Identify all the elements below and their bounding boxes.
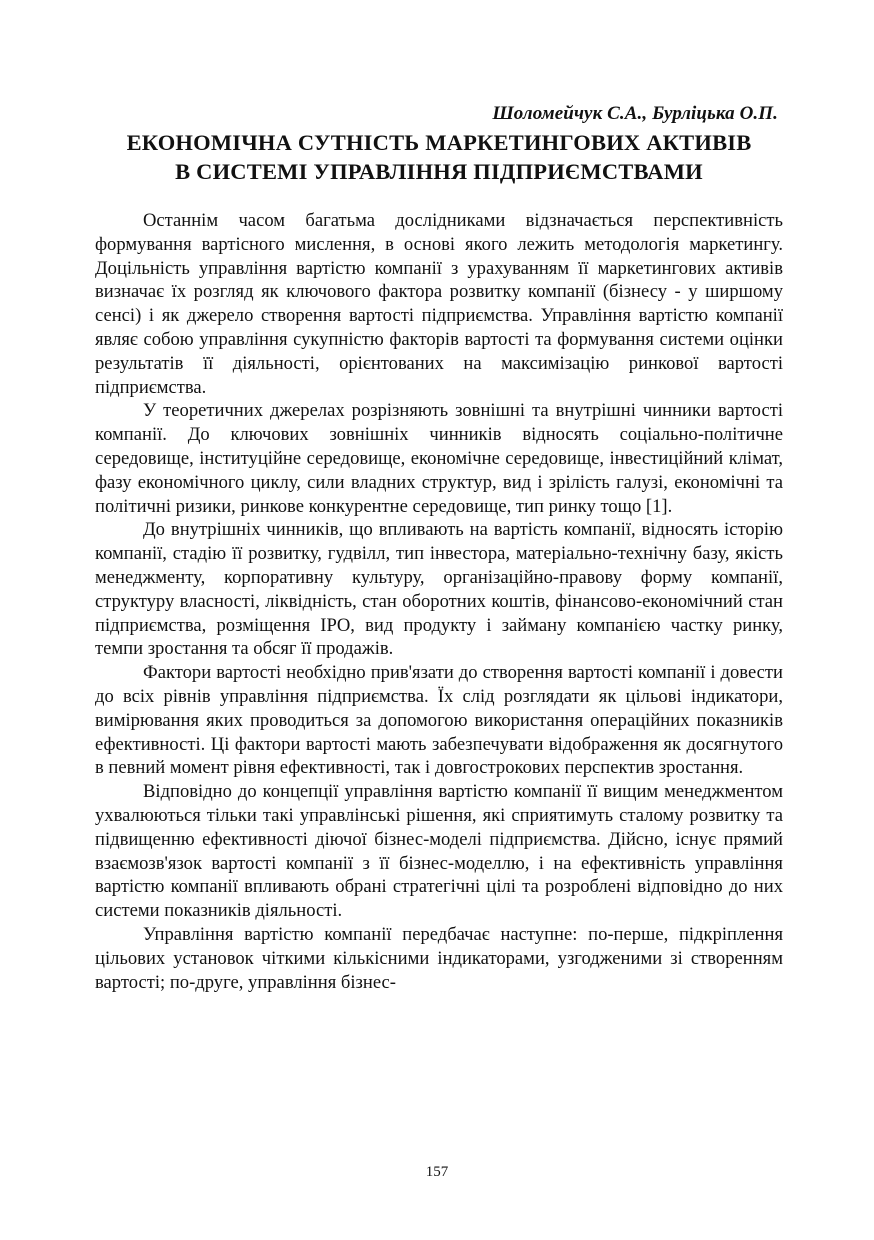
article-body bbox=[95, 209, 783, 994]
paragraph-5: Відповідно до концепції управління вартістю компанії її вищим менеджментом ухвалюються тільки такі управлінські рішення, які сприятимуть сталому розвитку та підвищенню ефективності діючої бізнес-моделі підприємства. Дійсно, існує прямий взаємозв'язок вартості компанії з її бізнес-моделлю, і на ефективність управління вартістю компанії впливають обрані стратегічні цілі та розроблені відповідно до них системи показників діяльності. bbox=[95, 781, 783, 922]
page-number: 157 bbox=[425, 1164, 449, 1180]
paragraph-3: До внутрішніх чинників, що впливають на вартість компанії, відносять історію компанії, стадію її розвитку, гудвілл, тип інвестора, матеріально-технічну базу, якість менеджменту, корпоративну культуру, організаційно-правову форму компанії, структуру власності, ліквідність, стан оборотних коштів, фінансово-економічний стан підприємства, розміщення IPO, вид продукту і займану компанією частку ринку, темпи зростання та обсяг її продажів. bbox=[95, 519, 783, 660]
article-title bbox=[94, 128, 784, 186]
paragraph-2: У теоретичних джерелах розрізняють зовнішні та внутрішні чинники вартості компанії. До ключових зовнішніх чинників відносять соціально-політичне середовище, інституційне середовище, економічне середовище, інвестиційний клімат, фазу економічного циклу, сили владних структур, вид і зрілість галузі, економічні та політичні ризики, ринкове конкурентне середовище, тип ринку тощо [1]. bbox=[95, 400, 783, 517]
paragraph-1: Останнім часом багатьма дослідниками відзначається перспективність формування вартісного мислення, в основі якого лежить методологія маркетингу. Доцільність управління вартістю компанії з урахуванням її маркетингових активів визначає їх розгляд як ключового фактора розвитку компанії (бізнесу - у ширшому сенсі) і як джерело створення вартості підприємства. Управління вартістю компанії являє собою управління сукупністю факторів вартості та формування системи оцінки результатів її діяльності, орієнтованих на максимізацію ринкової вартості підприємства. bbox=[95, 210, 783, 398]
title-line-1: ЕКОНОМІЧНА СУТНІСТЬ МАРКЕТИНГОВИХ АКТИВІВ bbox=[126, 130, 752, 155]
paragraph-4: Фактори вартості необхідно прив'язати до створення вартості компанії і довести до всіх рівнів управління підприємства. Їх слід розглядати як цільові індикатори, вимірювання яких проводиться за допомогою використання операційних показників ефективності. Ці фактори вартості мають забезпечувати відображення як досягнутого в певний момент рівня ефективності, так і довгострокових перспектив зростання. bbox=[95, 662, 783, 779]
authors: Шоломейчук С.А., Бурліцька О.П. bbox=[492, 103, 778, 124]
title-line-2: В СИСТЕМІ УПРАВЛІННЯ ПІДПРИЄМСТВАМИ bbox=[175, 159, 703, 184]
paragraph-6: Управління вартістю компанії передбачає наступне: по-перше, підкріплення цільових установок чіткими кількісними індикаторами, узгодженими зі створенням вартості; по-друге, управління бізнес- bbox=[95, 923, 783, 993]
